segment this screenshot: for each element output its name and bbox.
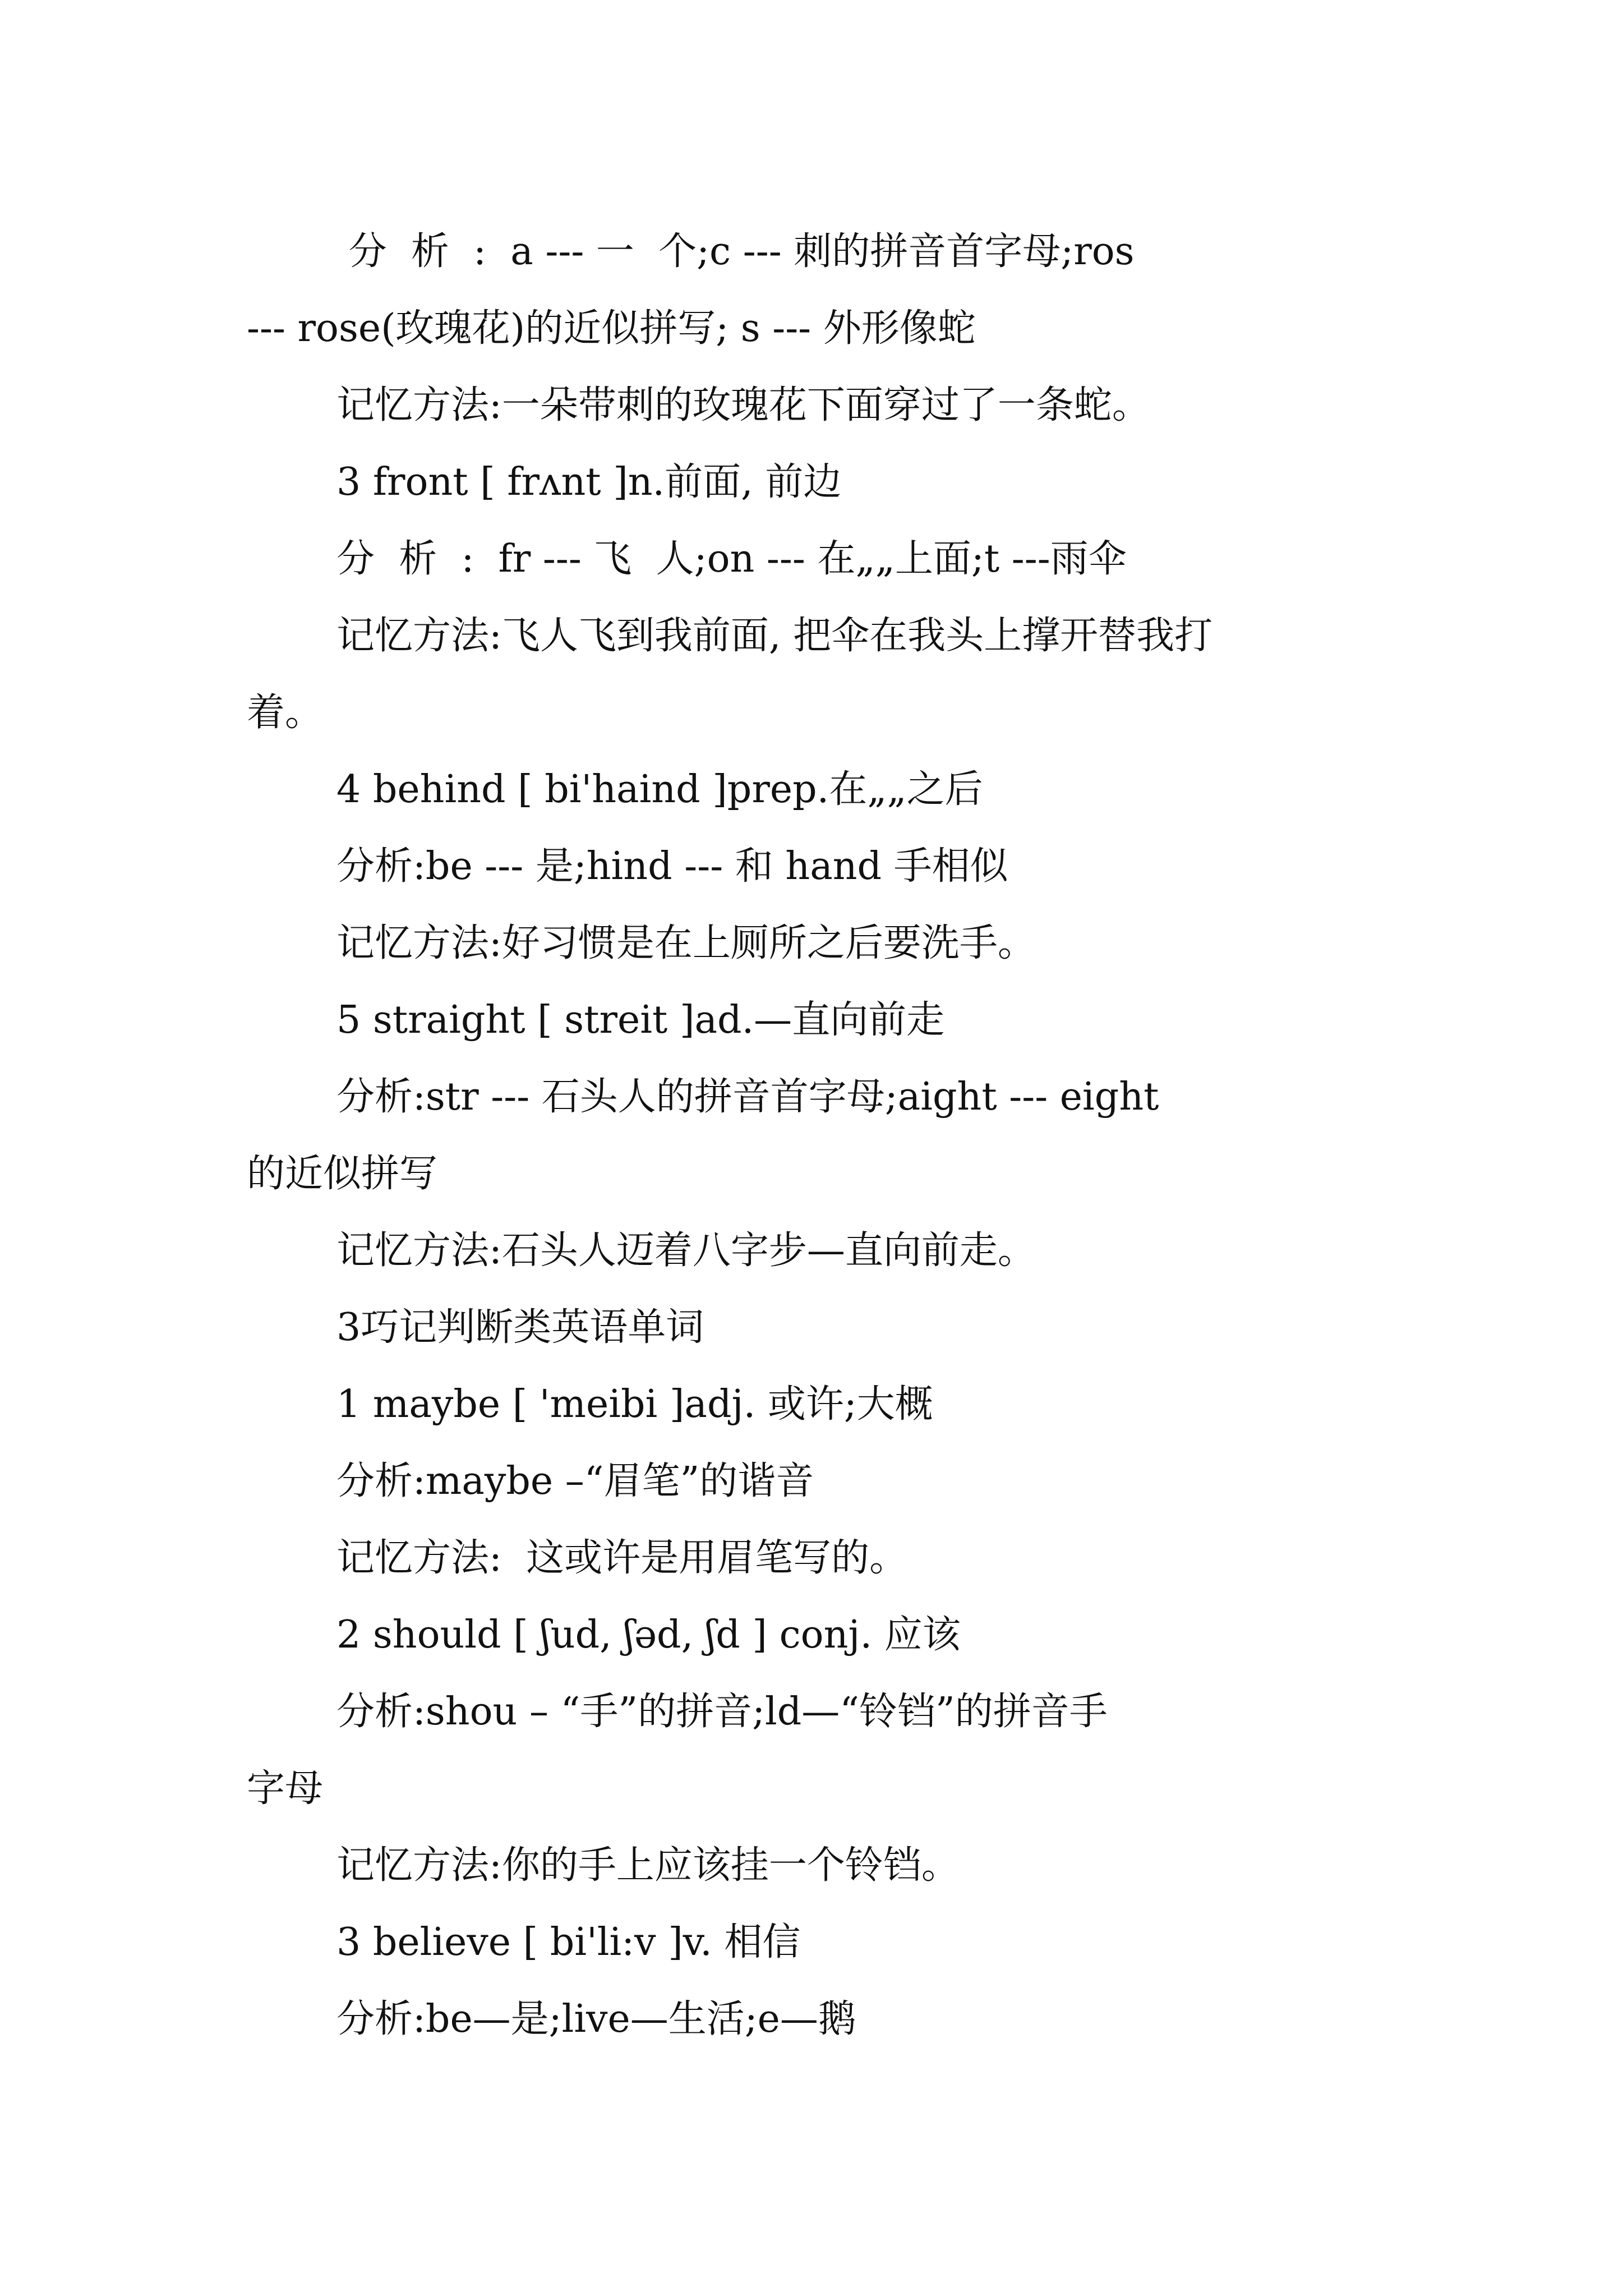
text-line: 记忆方法: 这或许是用眉笔写的。 — [336, 1536, 908, 1580]
text-line: 记忆方法:你的手上应该挂一个铃铛。 — [336, 1843, 960, 1888]
text-line: 1 maybe [ 'meibi ]adj. 或许;大概 — [336, 1382, 933, 1427]
text-line: 2 should [ ʃud, ʃəd, ʃd ] conj. 应该 — [336, 1613, 961, 1657]
text-line: 记忆方法:飞人飞到我前面, 把伞在我头上撑开替我打 — [336, 614, 1213, 658]
text-line: 分析:shou – “手”的拼音;ld—“铃铛”的拼音手 — [336, 1690, 1108, 1734]
text-line: 4 behind [ bi'haind ]prep.在„„之后 — [336, 767, 983, 812]
text-line: 3 believe [ bi'li:v ]v. 相信 — [336, 1920, 801, 1964]
text-line: 分析:be—是;live—生活;e—鹅 — [336, 1997, 856, 2041]
text-line: 着。 — [247, 691, 324, 735]
text-line: 3 front [ frʌnt ]n.前面, 前边 — [336, 460, 842, 504]
document-body — [247, 213, 1385, 2058]
text-line: 记忆方法:石头人迈着八字步—直向前走。 — [336, 1228, 1036, 1273]
text-line: 的近似拼写 — [247, 1152, 438, 1196]
text-line: 分析:be --- 是;hind --- 和 hand 手相似 — [336, 844, 1008, 889]
text-line: 分 析 : fr --- 飞 人;on --- 在„„上面;t ---雨伞 — [336, 537, 1127, 581]
text-line: 分析:str --- 石头人的拼音首字母;aight --- eight — [336, 1075, 1159, 1119]
text-line: 字母 — [247, 1766, 324, 1811]
text-line: 记忆方法:好习惯是在上厕所之后要洗手。 — [336, 921, 1036, 965]
text-line: 5 straight [ streit ]ad.—直向前走 — [336, 998, 945, 1042]
section-heading: 3巧记判断类英语单词 — [336, 1305, 704, 1350]
text-line: 记忆方法:一朵带刺的玫瑰花下面穿过了一条蛇。 — [336, 383, 1150, 427]
text-line: 分析:maybe –“眉笔”的谐音 — [336, 1459, 814, 1503]
text-line: --- rose(玫瑰花)的近似拼写; s --- 外形像蛇 — [247, 306, 976, 351]
text-line: 分 析 : a --- 一 个;c --- 刺的拼音首字母;ros — [336, 229, 1135, 274]
